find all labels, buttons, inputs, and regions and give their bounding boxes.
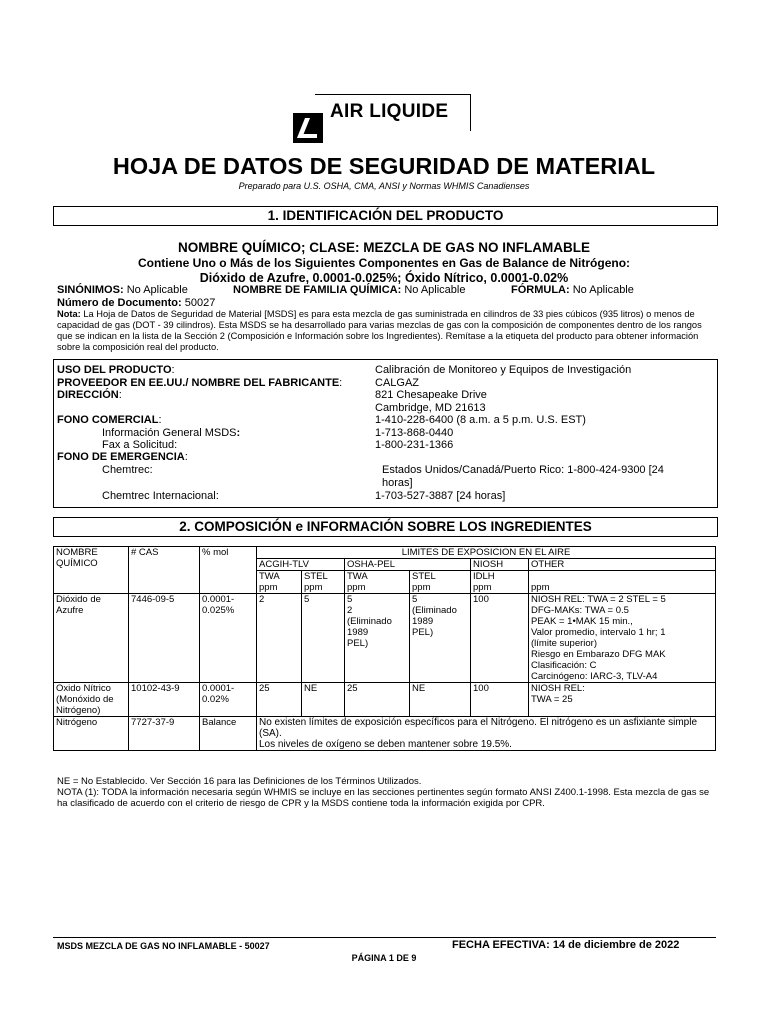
header-cas: # CAS — [129, 547, 200, 594]
cell-name: Nitrógeno — [54, 717, 129, 751]
synonyms-value: No Aplicable — [126, 284, 188, 296]
logo-text: AIR LIQUIDE — [330, 101, 449, 122]
cell-other: NIOSH REL: TWA = 25 — [529, 683, 716, 717]
composition-table — [53, 546, 716, 751]
cell-mol: Balance — [200, 717, 257, 751]
header-acgih: ACGIH-TLV — [257, 559, 345, 571]
chemical-name: NOMBRE QUÍMICO; CLASE: MEZCLA DE GAS NO INFLAMABLE — [178, 240, 590, 255]
header-other: OTHER — [529, 559, 716, 571]
product-use-row: USO DEL PRODUCTO: — [57, 364, 175, 376]
phone-value: 1-410-228-6400 (8 a.m. a 5 p.m. U.S. EST) — [375, 414, 586, 426]
table-row — [54, 683, 716, 717]
cell-osha-stel: NE — [410, 683, 471, 717]
document-title: HOJA DE DATOS DE SEGURIDAD DE MATERIAL — [112, 153, 656, 179]
address-line-2: Cambridge, MD 21613 — [375, 402, 486, 414]
fax-label: Fax a Solicitud: — [102, 439, 178, 451]
footer-left: MSDS MEZCLA DE GAS NO INFLAMABLE - 50027 — [57, 941, 270, 951]
table-row — [54, 717, 716, 751]
use-label: USO DEL PRODUCTO — [57, 364, 172, 376]
formula — [511, 284, 634, 296]
cell-niosh: 100 — [471, 683, 529, 717]
docnum-label: Número de Documento: — [57, 297, 182, 309]
footer-divider — [53, 937, 716, 938]
note-label: Nota: — [57, 309, 81, 319]
header-mol: % mol — [200, 547, 257, 594]
unit-cell: STEL ppm — [410, 571, 471, 594]
document-number — [57, 297, 215, 309]
use-value: Calibración de Monitoreo y Equipos de Investigación — [375, 364, 632, 376]
cell-acgih-stel: NE — [302, 683, 345, 717]
chemtrec-value-2: horas] — [382, 477, 413, 489]
msds-info-row: Información General MSDS: — [102, 427, 241, 439]
emergency-row: FONO DE EMERGENCIA: — [57, 451, 188, 463]
docnum-value: 50027 — [184, 297, 216, 309]
document-subtitle: Preparado para U.S. OSHA, CMA, ANSI y Normas WHMIS Canadienses — [238, 181, 530, 191]
cell-cas: 7446-09-5 — [129, 594, 200, 683]
contains-text: Contiene Uno o Más de los Siguientes Componentes en Gas de Balance de Nitrógeno: — [137, 256, 631, 270]
header-name: NOMBRE QUÍMICO — [54, 547, 129, 594]
nota-1: NOTA (1): TODA la información necesaria según WHMIS se incluye en las secciones pertinentes según formato ANSI Z400.1-1998. Esta mezcla de gas se ha clasificado de acuerdo con el criterio de riesgo de CPR y la MSDS contiene toda la información exigida por CPR. — [57, 787, 710, 809]
cell-osha-stel: 5 (Eliminado 1989 PEL) — [410, 594, 471, 683]
cell-acgih-twa: 25 — [257, 683, 302, 717]
address-line-1: 821 Chesapeake Drive — [375, 389, 487, 401]
section-1-header: 1. IDENTIFICACIÓN DEL PRODUCTO — [53, 206, 718, 226]
cell-niosh: 100 — [471, 594, 529, 683]
components-text: Dióxido de Azufre, 0.0001-0.025%; Óxido Nítrico, 0.0001-0.02% — [199, 271, 569, 285]
formula-label: FÓRMULA: — [511, 284, 570, 296]
cell-acgih-stel: 5 — [302, 594, 345, 683]
air-liquide-logo-icon — [293, 113, 323, 143]
cell-limits-text: No existen límites de exposición específicos para el Nitrógeno. El nitrógeno es un asfixiante simple (SA). Los niveles de oxígeno se deben mantener sobre 19.5%. — [257, 717, 716, 751]
cell-cas: 7727-37-9 — [129, 717, 200, 751]
section-2-header: 2. COMPOSICIÓN e INFORMACIÓN SOBRE LOS INGREDIENTES — [53, 517, 718, 537]
phone-row: FONO COMERCIAL: — [57, 414, 162, 426]
family-value: No Aplicable — [404, 284, 466, 296]
ne-note: NE = No Establecido. Ver Sección 16 para las Definiciones de los Términos Utilizados. — [57, 776, 422, 787]
unit-cell: ppm — [529, 571, 716, 594]
page-number: PÁGINA 1 DE 9 — [351, 953, 417, 963]
header-limits: LIMITES DE EXPOSICION EN EL AIRE — [257, 547, 716, 559]
note-paragraph — [57, 309, 717, 353]
cell-cas: 10102-43-9 — [129, 683, 200, 717]
cell-name: Dióxido de Azufre — [54, 594, 129, 683]
emergency-label: FONO DE EMERGENCIA — [57, 451, 185, 463]
synonyms — [57, 284, 188, 296]
msds-value: 1-713-868-0440 — [375, 427, 454, 439]
unit-cell: TWA ppm — [345, 571, 410, 594]
phone-label: FONO COMERCIAL — [57, 414, 159, 426]
address-label: DIRECCIÓN — [57, 389, 119, 401]
msds-label: Información General MSDS — [102, 427, 237, 439]
unit-cell: TWA ppm — [257, 571, 302, 594]
supplier-row: PROVEEDOR EN EE.UU./ NOMBRE DEL FABRICANTE: — [57, 377, 343, 389]
table-header-row — [54, 547, 716, 559]
family — [233, 284, 465, 296]
chemtrec-value-1: Estados Unidos/Canadá/Puerto Rico: 1-800-424-9300 [24 — [382, 464, 664, 476]
family-label: NOMBRE DE FAMILIA QUÍMICA: — [233, 284, 402, 296]
cell-name: Oxido Nítrico (Monóxido de Nitrógeno) — [54, 683, 129, 717]
note-text: La Hoja de Datos de Seguridad de Material [MSDS] es para esta mezcla de gas suministrada en cilindros de 33 pies cúbicos (935 litros) o menos de capacidad de gas (DOT - 39 cilindros). Esta MSDS se ha desarrollado para varias mezclas de gas con la composición de componentes dentro de los rangos que se indican en la lista de la Sección 2 (Composición e Información sobre los Ingredientes). Remítase a la etiqueta del producto para obtener información sobre la composición real del producto. — [57, 309, 702, 352]
header-niosh: NIOSH — [471, 559, 529, 571]
cell-mol: 0.0001-0.02% — [200, 683, 257, 717]
cell-osha-twa: 25 — [345, 683, 410, 717]
footer-date: FECHA EFECTIVA: 14 de diciembre de 2022 — [452, 939, 680, 951]
cell-osha-twa: 5 2 (Eliminado 1989 PEL) — [345, 594, 410, 683]
chemtrec-label: Chemtrec: — [102, 464, 153, 476]
chemtrec-int-label: Chemtrec Internacional: — [102, 490, 219, 502]
unit-cell: STEL ppm — [302, 571, 345, 594]
fax-value: 1-800-231-1366 — [375, 439, 454, 451]
chemtrec-int-value: 1-703-527-3887 [24 horas] — [375, 490, 506, 502]
formula-value: No Aplicable — [572, 284, 634, 296]
supplier-label: PROVEEDOR EN EE.UU./ NOMBRE DEL FABRICANTE — [57, 377, 340, 389]
synonyms-label: SINÓNIMOS: — [57, 284, 124, 296]
unit-cell: IDLH ppm — [471, 571, 529, 594]
table-row — [54, 594, 716, 683]
address-row: DIRECCIÓN: — [57, 389, 122, 401]
cell-acgih-twa: 2 — [257, 594, 302, 683]
header-osha: OSHA-PEL — [345, 559, 471, 571]
cell-other: NIOSH REL: TWA = 2 STEL = 5 DFG-MAKs: TWA = 0.5 PEAK = 1•MAK 15 min., Valor promedio, intervalo 1 hr; 1 (límite superior) Riesgo en Embarazo DFG MAK Clasificación: C Carcinógeno: IARC-3, TLV-A4 — [529, 594, 716, 683]
supplier-value: CALGAZ — [375, 377, 420, 389]
cell-mol: 0.0001-0.025% — [200, 594, 257, 683]
